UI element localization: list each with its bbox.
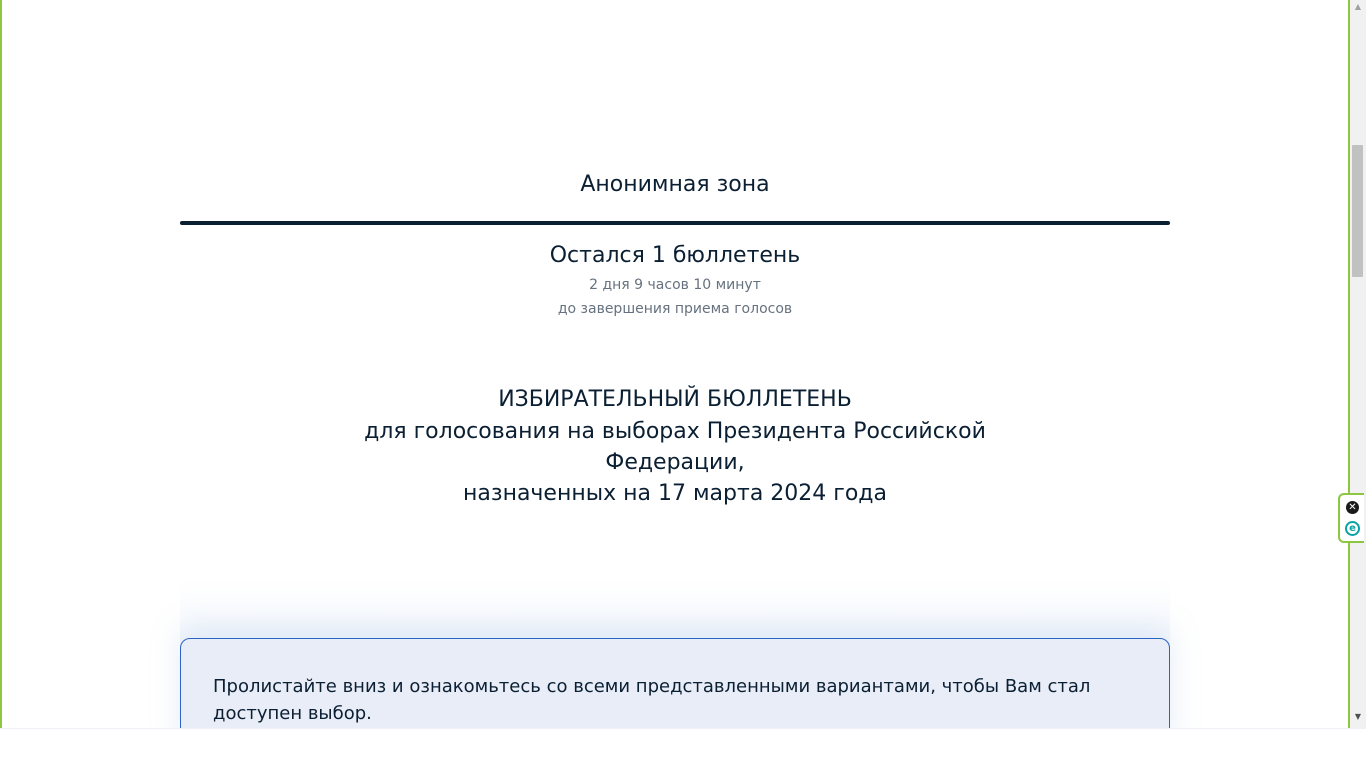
scroll-up-arrow-icon[interactable]: ▲ bbox=[1354, 2, 1362, 11]
extension-icon[interactable]: e bbox=[1345, 521, 1360, 536]
ballot-date-line: назначенных на 17 марта 2024 года bbox=[463, 481, 887, 506]
scroll-thumb[interactable] bbox=[1352, 145, 1363, 277]
scroll-notice-text: Пролистайте вниз и ознакомьтесь со всеми представленными вариантами, чтобы Вам стал доступен выбор. bbox=[213, 676, 1091, 724]
ballot-heading: ИЗБИРАТЕЛЬНЫЙ БЮЛЛЕТЕНЬ bbox=[498, 387, 852, 412]
close-icon[interactable]: ✕ bbox=[1346, 501, 1359, 514]
frame-border-left-lower bbox=[0, 143, 2, 728]
title-divider bbox=[180, 221, 1170, 225]
frame-border-left bbox=[0, 0, 2, 143]
time-remaining: 2 дня 9 часов 10 минут bbox=[589, 277, 761, 293]
floating-extension-widget[interactable] bbox=[1338, 493, 1364, 543]
bottom-bar bbox=[0, 728, 1366, 768]
ballots-remaining: Остался 1 бюллетень bbox=[549, 243, 801, 268]
ballot-subtitle: для голосования на выборах Президента Российской Федерации, bbox=[364, 419, 986, 475]
page-scrollbar[interactable] bbox=[1350, 0, 1366, 728]
scroll-down-arrow-icon[interactable]: ▼ bbox=[1354, 712, 1362, 721]
page-title: Анонимная зона bbox=[580, 172, 770, 197]
time-remaining-caption: до завершения приема голосов bbox=[557, 301, 793, 317]
